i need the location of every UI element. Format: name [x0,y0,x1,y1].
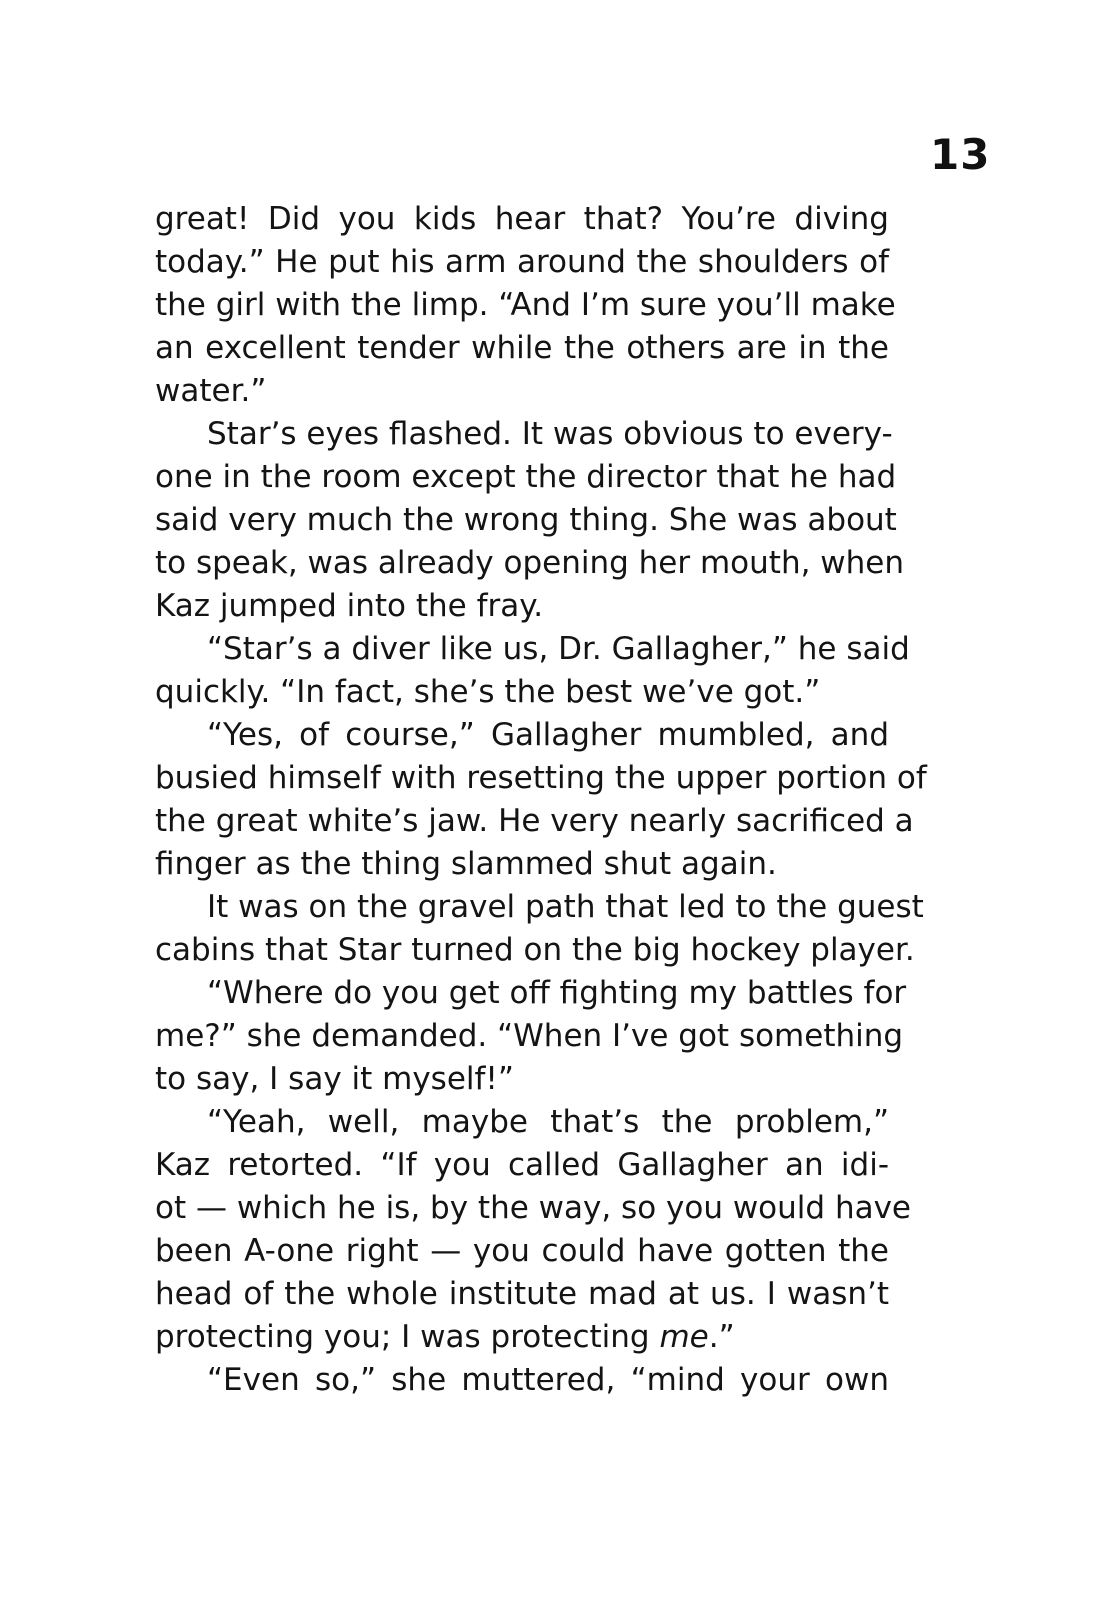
text-line [155,800,914,843]
text-line [155,929,915,972]
text-line-content: “Where do you get off fighting my battles for [207,975,907,1011]
text-line [155,456,897,499]
text-line [155,1015,904,1058]
text-line-content: the girl with the limp. “And I’m sure you’ll make [155,287,896,323]
text-line [155,628,910,671]
text-line [155,972,907,1015]
text-line-content: Kaz retorted. “If you called Gallagher an idi- [155,1147,889,1183]
text-line-content: to say, I say it myself!” [155,1061,514,1097]
text-line [155,1359,889,1402]
text-line-content: the great white’s jaw. He very nearly sacrificed a [155,803,914,839]
text-line-content: head of the whole institute mad at us. I wasn’t [155,1276,889,1312]
text-line-content: been A-one right — you could have gotten the [155,1233,889,1269]
text-line [155,499,897,542]
text-line-content: cabins that Star turned on the big hockey player. [155,932,915,968]
text-line [155,327,889,370]
text-line-content: said very much the wrong thing. She was about [155,502,897,538]
body-text [155,198,927,1402]
text-line-tail: .” [708,1319,735,1355]
text-line-content: to speak, was already opening her mouth, when [155,545,905,581]
text-line [155,1144,889,1187]
text-line-content: busied himself with resetting the upper portion of [155,760,927,796]
text-line [155,284,896,327]
text-line [155,370,889,413]
text-line [155,1058,889,1101]
text-line-content: “Yes, of course,” Gallagher mumbled, and [207,717,889,753]
text-line-content: ot — which he is, by the way, so you would have [155,1190,912,1226]
text-line [155,241,889,284]
text-line-content: quickly. “In fact, she’s the best we’ve got.” [155,674,821,710]
text-line [155,671,889,714]
text-line-content: today.” He put his arm around the shoulders of [155,244,889,280]
text-line-content: “Star’s a diver like us, Dr. Gallagher,” he said [207,631,910,667]
text-line [155,1316,889,1359]
text-line [155,757,927,800]
text-line-content: one in the room except the director that he had [155,459,897,495]
text-line-content: water.” [155,373,267,409]
text-line-content: Kaz jumped into the fray. [155,588,544,624]
text-line [155,198,889,241]
text-line [155,413,893,456]
text-line-content: “Even so,” she muttered, “mind your own [207,1362,889,1398]
text-line [155,714,889,757]
page-number: 13 [930,130,991,179]
text-line [155,585,889,628]
text-line [155,886,924,929]
text-line [155,1230,889,1273]
text-line-content: “Yeah, well, maybe that’s the problem,” [207,1104,889,1140]
text-line-content: Star’s eyes flashed. It was obvious to every- [207,416,893,452]
text-line [155,542,905,585]
text-line-content: protecting you; I was protecting [155,1319,660,1355]
text-line [155,1187,912,1230]
text-line-content: great! Did you kids hear that? You’re diving [155,201,889,237]
italic-emphasis: me [659,1319,709,1355]
text-line-content: It was on the gravel path that led to the guest [207,889,924,925]
text-line-content: me?” she demanded. “When I’ve got something [155,1018,904,1054]
text-line [155,1273,889,1316]
text-line [155,843,889,886]
text-line [155,1101,889,1144]
text-line-content: an excellent tender while the others are in the [155,330,889,366]
text-line-content: finger as the thing slammed shut again. [155,846,777,882]
